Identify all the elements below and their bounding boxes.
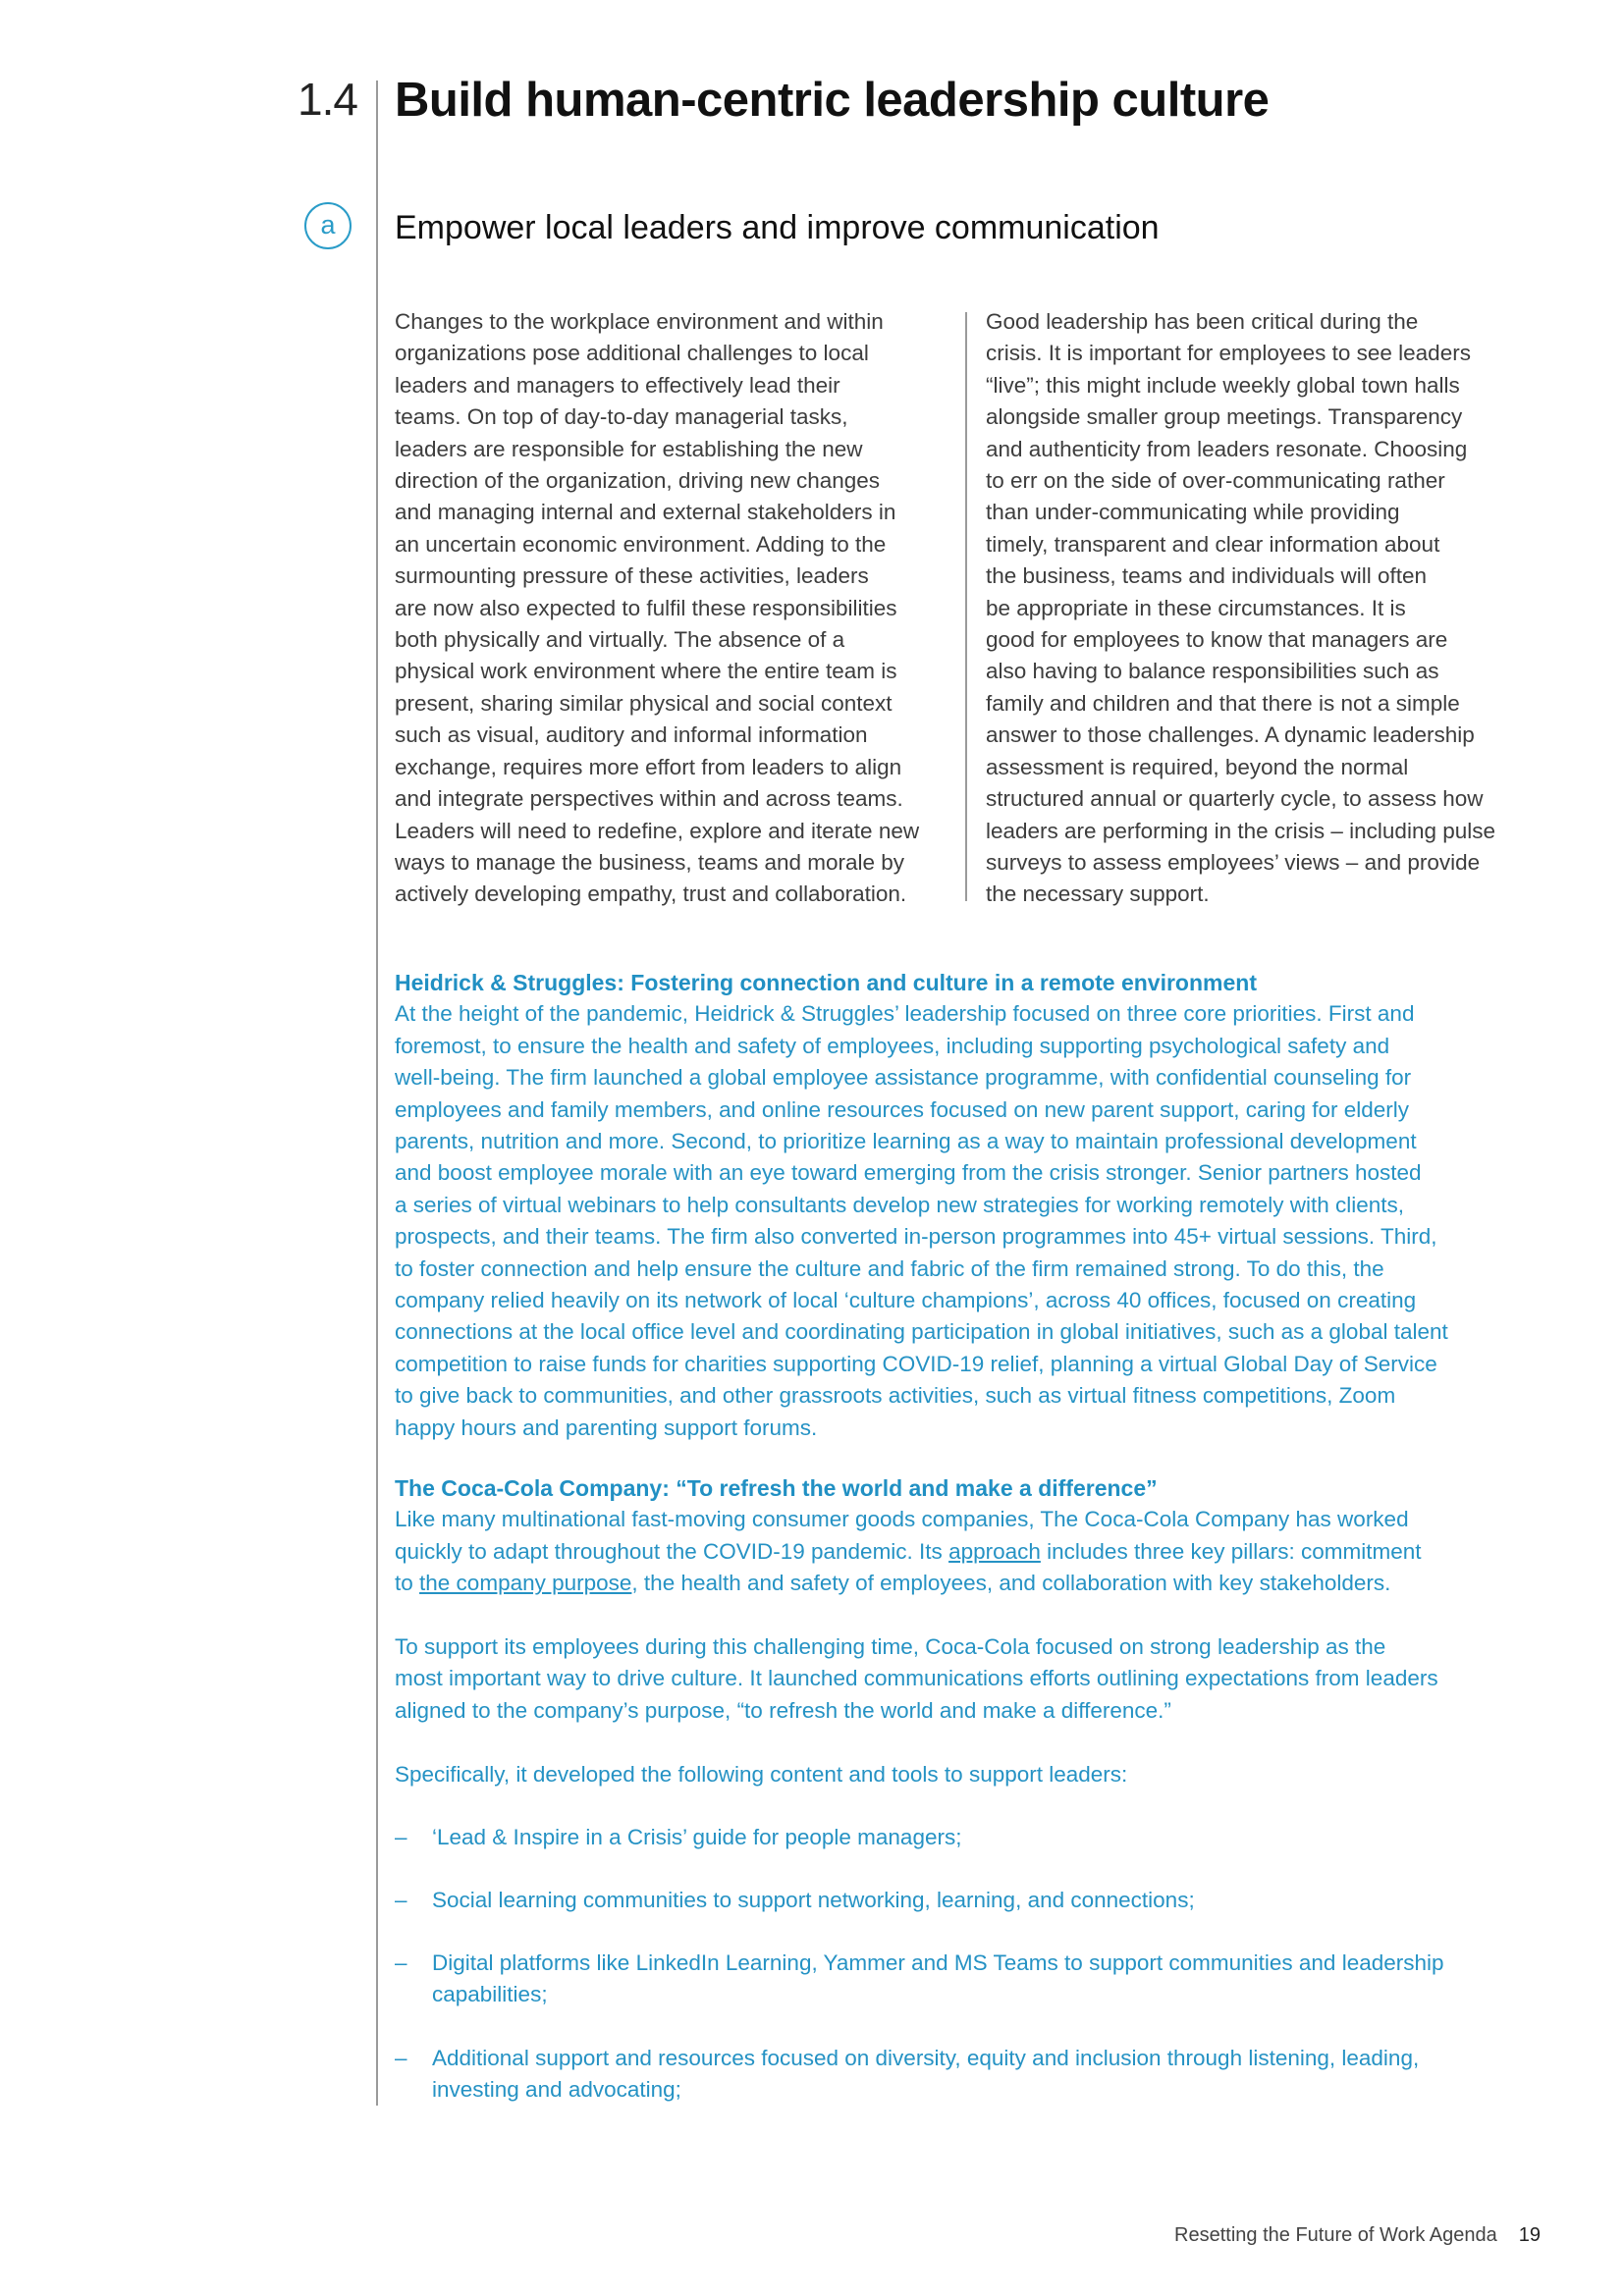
case-line: company relied heavily on its network of local ‘culture champions’, across 40 offices, focused on creating xyxy=(395,1288,1417,1313)
case-line: prospects, and their teams. The firm also converted in-person programmes into 45+ virtual sessions. Third, xyxy=(395,1224,1437,1250)
page-title: Build human-centric leadership culture xyxy=(395,74,1270,127)
body-line: answer to those challenges. A dynamic leadership xyxy=(986,722,1475,748)
body-left-column xyxy=(395,306,954,911)
body-line: the necessary support. xyxy=(986,881,1210,907)
body-line: family and children and that there is not a simple xyxy=(986,690,1460,716)
case-line: foremost, to ensure the health and safety of employees, including supporting psychological safety and xyxy=(395,1033,1390,1058)
body-line: present, sharing similar physical and social context xyxy=(395,690,893,716)
case-text: includes three key pillars: commitment xyxy=(1040,1538,1422,1564)
body-line: be appropriate in these circumstances. It is xyxy=(986,595,1406,620)
body-line: alongside smaller group meetings. Transparency xyxy=(986,404,1463,430)
case-text: to xyxy=(395,1571,420,1596)
case-line: most important way to drive culture. It launched communications efforts outlining expectations from leaders xyxy=(395,1666,1438,1691)
body-line: structured annual or quarterly cycle, to assess how xyxy=(986,786,1484,812)
case-line: happy hours and parenting support forums. xyxy=(395,1415,818,1440)
case-line: connections at the local office level and coordinating participation in global initiatives, such as a global talent xyxy=(395,1319,1448,1345)
body-line: teams. On top of day-to-day managerial tasks, xyxy=(395,404,848,430)
dash-bullet: – xyxy=(395,1950,407,1975)
section-number: 1.4 xyxy=(298,74,357,125)
publication-title: Resetting the Future of Work Agenda xyxy=(1174,2224,1497,2246)
case-study-heidrick xyxy=(395,967,1553,1444)
case-line: competition to raise funds for charities supporting COVID-19 relief, planning a virtual Global Day of Service xyxy=(395,1351,1437,1376)
body-line: than under-communicating while providing xyxy=(986,500,1400,525)
body-line: organizations pose additional challenges to local xyxy=(395,341,869,366)
case-study-title: Heidrick & Struggles: Fostering connection and culture in a remote environment xyxy=(395,970,1257,995)
case-line: Like many multinational fast-moving consumer goods companies, The Coca-Cola Company has worked xyxy=(395,1507,1409,1532)
body-line: direction of the organization, driving new changes xyxy=(395,468,881,494)
subsection-badge: a xyxy=(304,202,352,249)
case-line: a series of virtual webinars to help consultants develop new strategies for working remotely with clients, xyxy=(395,1192,1404,1217)
body-line: both physically and virtually. The absence of a xyxy=(395,627,845,653)
body-line: exchange, requires more effort from leaders to align xyxy=(395,754,902,779)
body-line: Good leadership has been critical during the xyxy=(986,309,1419,334)
case-line: At the height of the pandemic, Heidrick & Struggles’ leadership focused on three core priorities. First and xyxy=(395,1001,1415,1027)
list-item-text: Digital platforms like LinkedIn Learning, Yammer and MS Teams to support communities and leadership xyxy=(432,1950,1444,1975)
body-line: are now also expected to fulfil these responsibilities xyxy=(395,595,897,620)
body-line: the business, teams and individuals will often xyxy=(986,563,1428,589)
body-line: surveys to assess employees’ views – and provide xyxy=(986,849,1481,875)
body-line: crisis. It is important for employees to see leaders xyxy=(986,341,1471,366)
body-line: to err on the side of over-communicating rather xyxy=(986,468,1445,494)
page-number: 19 xyxy=(1518,2224,1541,2246)
case-line: To support its employees during this challenging time, Coca-Cola focused on strong leadership as the xyxy=(395,1634,1386,1659)
body-line: physical work environment where the entire team is xyxy=(395,659,897,684)
body-line: leaders and managers to effectively lead their xyxy=(395,372,840,398)
body-line: actively developing empathy, trust and collaboration. xyxy=(395,881,907,907)
list-item-text: Social learning communities to support networking, learning, and connections; xyxy=(432,1888,1195,1912)
approach-link[interactable]: approach xyxy=(948,1538,1041,1564)
list-item-text: ‘Lead & Inspire in a Crisis’ guide for people managers; xyxy=(432,1825,962,1849)
case-line: to give back to communities, and other grassroots activities, such as virtual fitness competitions, Zoom xyxy=(395,1383,1396,1409)
body-line: and managing internal and external stakeholders in xyxy=(395,500,896,525)
case-study-cocacola xyxy=(395,1472,1553,1600)
body-line: assessment is required, beyond the normal xyxy=(986,754,1409,779)
subsection-title: Empower local leaders and improve communication xyxy=(395,209,1160,246)
body-line: leaders are performing in the crisis – including pulse xyxy=(986,818,1496,843)
case-line xyxy=(395,1536,1553,1568)
case-line: well-being. The firm launched a global employee assistance programme, with confidential counseling for xyxy=(395,1065,1412,1091)
body-line: also having to balance responsibilities such as xyxy=(986,659,1439,684)
body-line: Changes to the workplace environment and within xyxy=(395,309,884,334)
column-divider xyxy=(965,312,967,901)
case-text: , the health and safety of employees, and collaboration with key stakeholders. xyxy=(631,1571,1391,1596)
body-line: “live”; this might include weekly global town halls xyxy=(986,372,1460,398)
body-line: Leaders will need to redefine, explore and iterate new xyxy=(395,818,920,843)
body-line: ways to manage the business, teams and morale by xyxy=(395,849,905,875)
case-line: parents, nutrition and more. Second, to prioritize learning as a way to maintain professional development xyxy=(395,1129,1417,1154)
body-right-column xyxy=(986,306,1555,911)
body-line: leaders are responsible for establishing the new xyxy=(395,436,863,461)
body-line: and authenticity from leaders resonate. Choosing xyxy=(986,436,1468,461)
dash-bullet: – xyxy=(395,1825,407,1849)
company-purpose-link[interactable]: the company purpose xyxy=(419,1571,632,1596)
body-line: timely, transparent and clear information about xyxy=(986,531,1440,557)
body-line: an uncertain economic environment. Adding to the xyxy=(395,531,887,557)
body-line: surmounting pressure of these activities, leaders xyxy=(395,563,869,589)
body-line: and integrate perspectives within and across teams. xyxy=(395,786,903,812)
case-line: employees and family members, and online resources focused on new parent support, caring for elderly xyxy=(395,1096,1410,1122)
body-line: good for employees to know that managers are xyxy=(986,627,1448,653)
dash-bullet: – xyxy=(395,2046,407,2070)
case-line: and boost employee morale with an eye toward emerging from the crisis stronger. Senior partners hosted xyxy=(395,1160,1422,1186)
list-item-text: investing and advocating; xyxy=(432,2077,681,2103)
body-line: such as visual, auditory and informal information xyxy=(395,722,868,748)
case-line: Specifically, it developed the following content and tools to support leaders: xyxy=(395,1762,1128,1787)
case-line: aligned to the company’s purpose, “to refresh the world and make a difference.” xyxy=(395,1697,1171,1723)
list-item-text: Additional support and resources focused on diversity, equity and inclusion through listening, leading, xyxy=(432,2046,1420,2070)
case-paragraph xyxy=(395,1631,1553,1727)
case-line: to foster connection and help ensure the culture and fabric of the firm remained strong. To do this, the xyxy=(395,1255,1384,1281)
vertical-rule xyxy=(376,80,378,2106)
case-paragraph xyxy=(395,1759,1553,1790)
list-item-text: capabilities; xyxy=(432,1982,548,2007)
page-footer xyxy=(1174,2224,1541,2247)
case-line xyxy=(395,1568,1553,1599)
dash-bullet: – xyxy=(395,1888,407,1912)
case-text: quickly to adapt throughout the COVID-19 pandemic. Its xyxy=(395,1538,949,1564)
case-study-title: The Coca-Cola Company: “To refresh the world and make a difference” xyxy=(395,1475,1158,1501)
